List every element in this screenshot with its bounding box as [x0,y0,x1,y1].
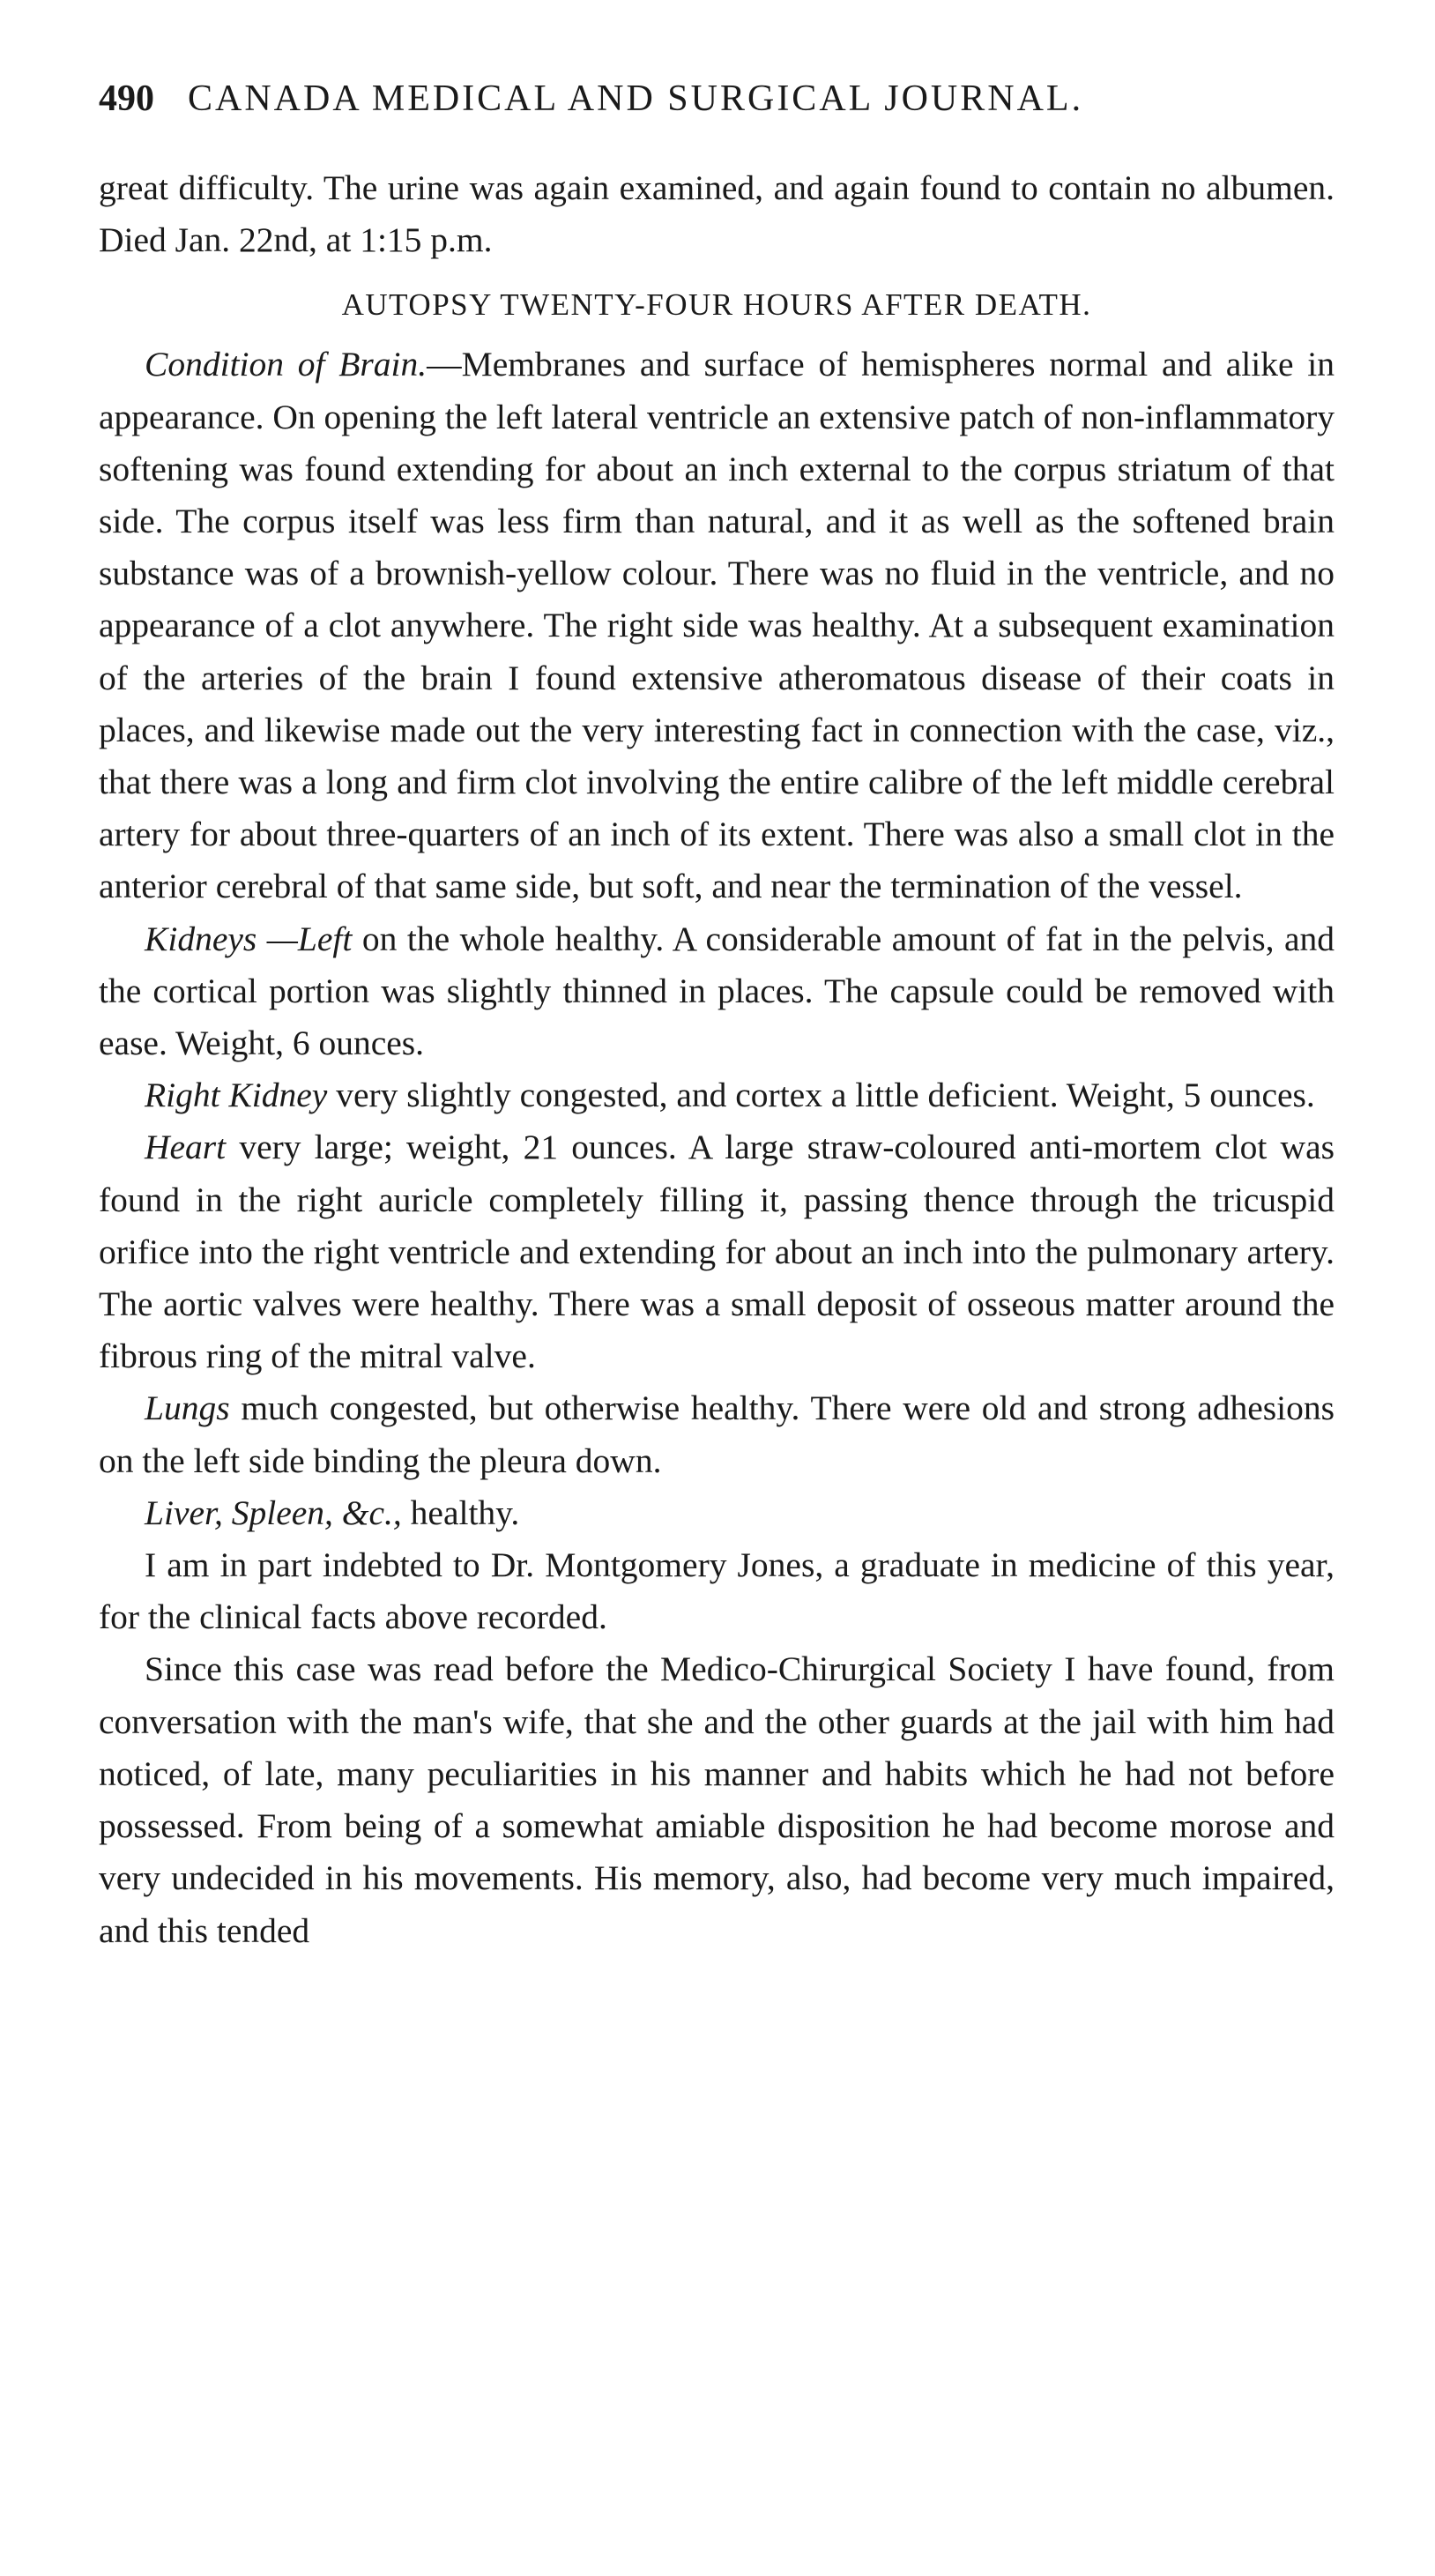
finding-lead: Lungs [145,1389,230,1428]
finding-lungs [99,1382,1335,1486]
finding-text: healthy. [401,1493,520,1532]
page-number: 490 [99,78,154,119]
finding-right-kidney [99,1069,1335,1121]
section-heading: AUTOPSY TWENTY-FOUR HOURS AFTER DEATH. [341,287,1092,323]
finding-text: very large; weight, 21 ounces. A large straw-coloured anti-mortem clot was found in the right auricle completely filling it, passing thence through the tricuspid orifice into the right ventricle and extending for about an inch into the pulmonary artery. The aortic valves were healthy. There was a small deposit of osseous matter around the fibrous ring of the mitral valve. [99,1128,1335,1376]
journal-page [99,78,1335,1957]
finding-lead: Condition of Brain. [145,345,428,384]
opening-paragraph: great difficulty. The urine was again examined, and again found to contain no albumen. Died Jan. 22nd, at 1:15 p.m. [99,168,1335,260]
running-head [99,78,1335,130]
finding-lead: Right Kidney [145,1076,328,1115]
finding-text: very slightly congested, and cortex a little deficient. Weight, 5 ounces. [327,1076,1315,1115]
finding-text: —Membranes and surface of hemispheres normal and alike in appearance. On opening the left lateral ventricle an extensive patch of non-inflammatory softening was found extending for about an inch external to the corpus striatum of that side. The corpus itself was less firm than natural, and it as well as the softened brain substance was of a brownish-yellow colour. There was no fluid in the ventricle, and no appearance of a clot anywhere. The right side was healthy. At a subsequent examination of the arteries of the brain I found extensive atheromatous disease of their coats in places, and likewise made out the very interesting fact in connection with the case, viz., that there was a long and firm clot involving the entire calibre of the left middle cerebral artery for about three-quarters of an inch of its extent. There was also a small clot in the anterior cerebral of that same side, but soft, and near the termination of the vessel. [99,345,1335,906]
postscript-paragraph: Since this case was read before the Medico-Chirurgical Society I have found, from conversation with the man's wife, that she and the other guards at the jail with him had noticed, of late, many peculiarities in his manner and habits which he had not before possessed. From being of a somewhat amiable disposition he had become morose and very undecided in his movements. His memory, also, had become very much impaired, and this tended [99,1649,1335,1950]
journal-title: CANADA MEDICAL AND SURGICAL JOURNAL. [188,78,1084,119]
finding-lead: Kidneys —Left [145,919,353,958]
acknowledgement-paragraph: I am in part indebted to Dr. Montgomery Jones, a graduate in medicine of this year, for the clinical facts above recorded. [99,1545,1335,1637]
finding-lead: Liver, Spleen, &c., [145,1493,402,1532]
finding-text: much congested, but otherwise healthy. There were old and strong adhesions on the left side binding the pleura down. [99,1389,1335,1480]
finding-liver-spleen [99,1487,1335,1539]
finding-text: on the whole healthy. A considerable amount of fat in the pelvis, and the cortical portion was slightly thinned in places. The capsule could be removed with ease. Weight, 6 ounces. [99,919,1335,1063]
finding-heart [99,1121,1335,1382]
finding-lead: Heart [145,1128,227,1167]
finding-left-kidney [99,913,1335,1070]
finding-brain [99,339,1335,912]
